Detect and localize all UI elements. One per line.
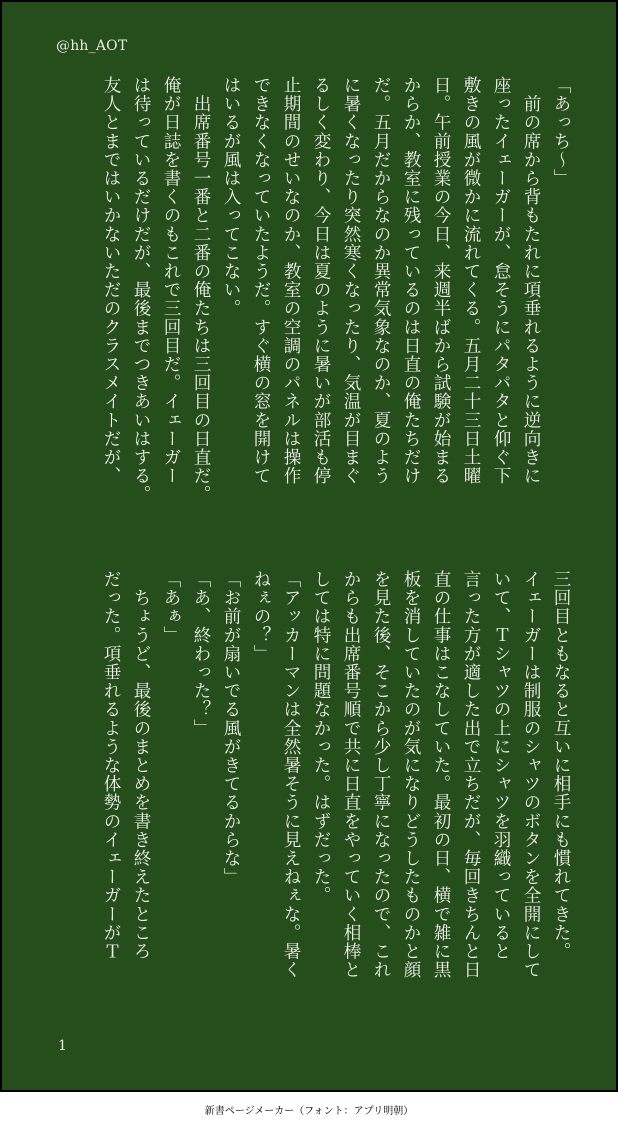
text-line: 俺が日誌を書くのもこれで三回目だ。イェーガー (161, 76, 181, 486)
text-line: 言った方が適した出で立ちだが、毎回きちんと日 (461, 570, 481, 980)
text-line: 座ったイェーガーが、怠そうにパタパタと仰ぐ下 (491, 76, 511, 486)
text-line: だ。五月だからなのか異常気象なのか、夏のよう (371, 76, 391, 486)
text-line: 友人とまではいかないただのクラスメイトだが、 (101, 76, 121, 486)
text-line: できなくなっていたようだ。すぐ横の窓を開けて (251, 76, 271, 486)
text-line: 「お前が扇いでる風がきてるからな」 (221, 570, 241, 887)
text-line: いて、Ｔシャツの上にシャツを羽織っていると (491, 570, 511, 961)
text-tier-bottom (54, 570, 576, 1026)
text-line: 「アッカーマンは全然暑そうに見えねぇな。暑く (281, 570, 301, 980)
text-tier-top (54, 76, 576, 532)
text-line: 出席番号一番と二番の俺たちは三回目の日直だ。 (191, 76, 211, 504)
text-line: るしく変わり、今日は夏のように暑いが部活も停 (311, 76, 331, 486)
page-number: 1 (58, 1038, 67, 1054)
generator-credit: 新書ページメーカー（フォント：アプリ明朝） (204, 1106, 414, 1117)
text-line: を見た後、そこから少し丁寧になったので、これ (371, 570, 391, 980)
text-line: はいるが風は入ってこない。 (221, 76, 241, 318)
text-line: しては特に問題なかった。はずだった。 (311, 570, 331, 905)
text-line: ねぇの？」 (251, 570, 271, 663)
text-line: ちょうど、最後のまとめを書き終えたところ (131, 570, 151, 961)
text-line: 三回目ともなると互いに相手にも慣れてきた。 (551, 570, 571, 961)
text-line: 「あっち〜」 (551, 76, 571, 188)
text-line: だった。項垂れるような体勢のイェーガーがＴ (101, 570, 121, 961)
text-line: イェーガーは制服のシャツのボタンを全開にして (521, 570, 541, 980)
text-line: からか、教室に残っているのは日直の俺たちだけ (401, 76, 421, 486)
text-line: 板を消していたのが気になりどうしたものかと顔 (401, 570, 421, 980)
author-handle: @hh_AOT (56, 38, 128, 54)
text-line: 直の仕事はこなしていた。最初の日、横で雑に黒 (431, 570, 451, 980)
text-line: 日。午前授業の今日、来週半ばから試験が始まる (431, 76, 451, 486)
text-line: 敷きの風が微かに流れてくる。五月二十三日土曜 (461, 76, 481, 486)
text-line: 止期間のせいなのか、教室の空調のパネルは操作 (281, 76, 301, 486)
text-line: からも出席番号順で共に日直をやっていく相棒と (341, 570, 361, 980)
text-line: に暑くなったり突然寒くなったり、気温が目まぐ (341, 76, 361, 486)
text-line: 「あ、終わった？」 (191, 570, 211, 738)
text-line: 前の席から背もたれに項垂れるように逆向きに (521, 76, 541, 486)
text-line: 「あぁ」 (161, 570, 181, 645)
text-line: は待っているだけだが、最後までつきあいはする。 (131, 76, 151, 504)
